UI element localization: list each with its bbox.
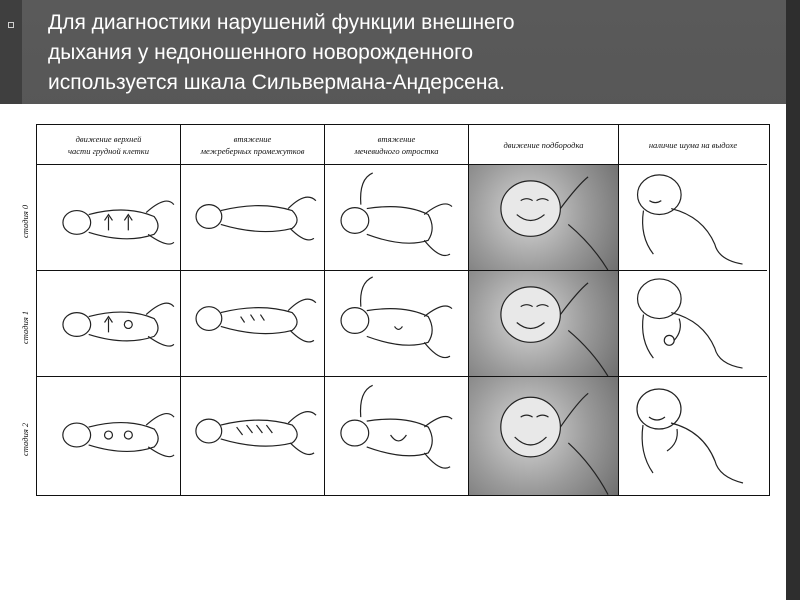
bullet-icon [8,22,14,28]
illustration-grunt-stage-2 [619,377,767,495]
illustration-grunt-stage-1 [619,271,767,377]
illustration-xiphoid-stage-2 [325,377,469,495]
title-line-2: дыхания у недоношенного новорожденного [48,41,474,64]
header-upper-chest: движение верхней части грудной клетки [37,125,181,165]
stage-label-1: стадия 1 [20,310,30,344]
header-xiphoid: втяжение мечевидного отростка [325,125,469,165]
illustration-xiphoid-stage-1 [325,271,469,377]
illustration-upper-chest-stage-0 [37,165,181,271]
illustration-chin-stage-1 [469,271,619,377]
illustration-chin-stage-0 [469,165,619,271]
illustration-intercostal-stage-2 [181,377,325,495]
header-expiratory-grunt: наличие шума на выдохе [619,125,767,165]
stage-label-2: стадия 2 [20,422,30,456]
illustration-xiphoid-stage-0 [325,165,469,271]
illustration-upper-chest-stage-1 [37,271,181,377]
illustration-intercostal-stage-0 [181,165,325,271]
illustration-chin-stage-2 [469,377,619,495]
illustration-upper-chest-stage-2 [37,377,181,495]
slide-title [48,8,748,98]
silverman-andersen-table [36,124,770,496]
title-line-1: Для диагностики нарушений функции внешнего [48,11,515,34]
illustration-intercostal-stage-1 [181,271,325,377]
title-line-3: используется шкала Сильвермана-Андерсена. [48,71,505,94]
header-intercostal: втяжение межреберных промежутков [181,125,325,165]
illustration-grunt-stage-0 [619,165,767,271]
right-strip [786,0,800,600]
header-chin: движение подбородка [469,125,619,165]
stage-label-0: стадия 0 [20,204,30,238]
